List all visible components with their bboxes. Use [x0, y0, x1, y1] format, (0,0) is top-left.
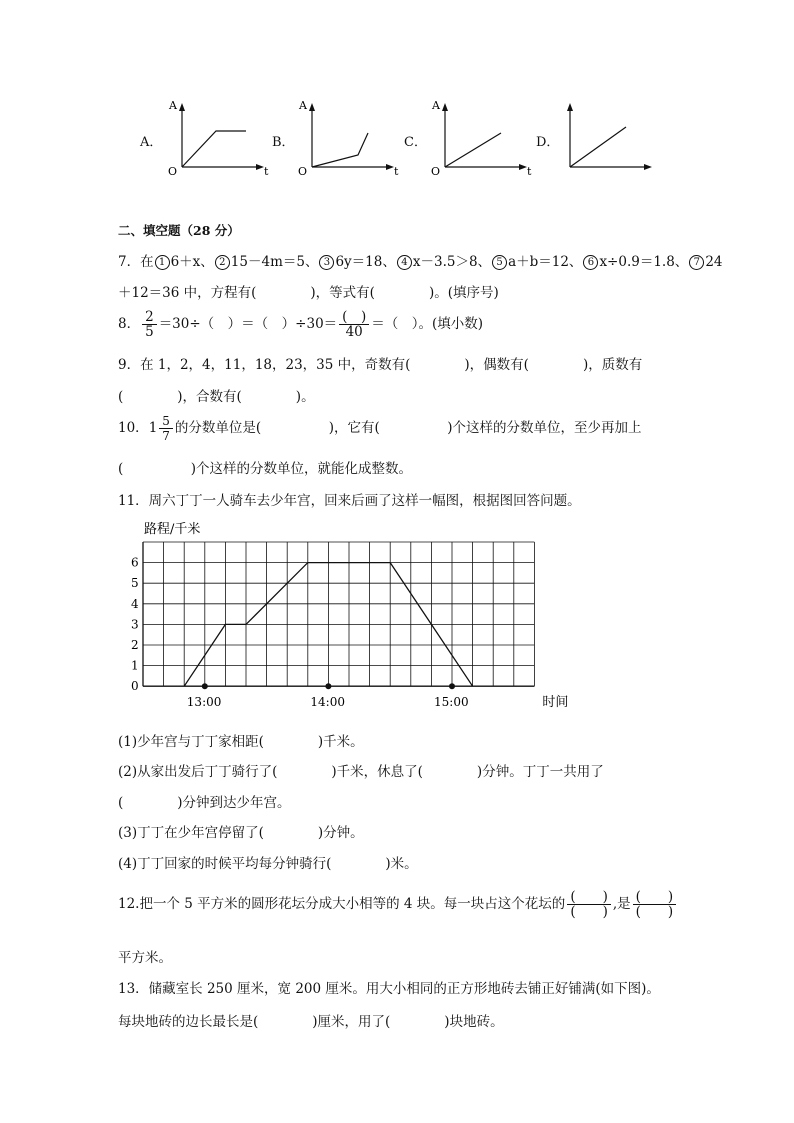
q7-t7: 24	[705, 254, 723, 270]
graph-c-ylabel: A	[432, 99, 440, 112]
q12-f2-den: ( )	[635, 904, 674, 920]
option-label-c: C．	[404, 135, 427, 150]
q12-f1-num: ( )	[567, 890, 611, 905]
q8-f1-den: 5	[145, 324, 154, 340]
q11-sub2-line1: (2)从家出发后丁丁骑行了( )千米，休息了( )分钟。丁丁一共用了	[118, 764, 604, 780]
q10-fraction	[159, 414, 173, 443]
graph-a-curve	[182, 131, 246, 167]
graph-c	[423, 95, 543, 180]
circle-number-2: 2	[215, 255, 230, 270]
q13-line2: 每块地砖的边长最长是( )厘米，用了( )块地砖。	[118, 1014, 504, 1030]
x-tick-dot	[325, 683, 331, 689]
graph-b	[290, 95, 410, 180]
graph-c-curve	[445, 133, 501, 167]
y-tick-label: 2	[131, 638, 139, 652]
circle-number-5: 5	[492, 255, 507, 270]
graph-c-xlabel: t	[527, 165, 532, 178]
q8-f2-num: ( )	[339, 310, 369, 325]
chart-xlabel: 时间	[542, 695, 569, 711]
q8-suffix: ＝（ ）。(填小数)	[371, 316, 484, 332]
distance-time-chart	[118, 515, 578, 715]
q10-mixed-number	[149, 414, 175, 443]
graph-a-ylabel: A	[169, 99, 177, 112]
q8-fraction-2	[339, 310, 369, 339]
q8-fraction-1	[142, 310, 157, 339]
chart-grid	[143, 542, 534, 686]
q7-prefix: 7．在	[118, 254, 154, 270]
y-tick-label: 3	[131, 617, 139, 632]
q10-num: 5	[159, 414, 173, 429]
q7-t4: x－3.5＞8、	[412, 254, 492, 270]
q12-fraction-2	[633, 890, 677, 919]
q7-line1	[118, 250, 723, 270]
q10-prefix: 10．	[118, 420, 149, 436]
chart-yticks	[131, 556, 139, 694]
q8-f2-den: 40	[345, 324, 363, 340]
chart-ylabel: 路程/千米	[144, 522, 201, 537]
graph-d	[548, 95, 668, 180]
q11-sub4: (4)丁丁回家的时候平均每分钟骑行( )米。	[118, 856, 418, 872]
q8-f1-num: 2	[142, 310, 157, 325]
q7-t2: 15－4m＝5、	[230, 254, 319, 270]
y-tick-label: 6	[131, 555, 139, 570]
x-tick-label: 13:00	[186, 695, 222, 710]
graph-b-origin: O	[298, 165, 308, 178]
q10-whole: 1	[148, 420, 158, 436]
y-tick-label: 5	[131, 576, 139, 591]
q8-prefix: 8．	[118, 316, 141, 332]
q12-fraction-1	[567, 890, 611, 919]
q7-t3: 6y＝18、	[335, 254, 396, 270]
q7-t1: 6＋x、	[170, 254, 214, 270]
graph-d-curve	[570, 127, 626, 167]
y-tick-label: 1	[131, 658, 139, 673]
q12-line2: 平方米。	[118, 950, 172, 966]
graph-c-origin: O	[431, 165, 441, 178]
section-title: 二、填空题（28 分）	[118, 223, 240, 238]
x-tick-dot	[202, 683, 208, 689]
q8-mid: ＝30÷（ ）＝（ ）÷30＝	[158, 316, 338, 332]
x-tick-label: 14:00	[310, 695, 345, 710]
option-label-a: A．	[140, 135, 163, 150]
circle-number-1: 1	[155, 255, 170, 270]
graph-a-origin: O	[168, 165, 178, 178]
graph-b-curve	[312, 133, 368, 167]
q10-line1	[118, 414, 642, 443]
circle-number-6: 6	[583, 255, 598, 270]
y-tick-label: 4	[131, 596, 139, 611]
q12-mid: ,是	[612, 896, 631, 912]
q10-rest: 的分数单位是( )，它有( )个这样的分数单位，至少再加上	[174, 420, 642, 436]
x-tick-dot	[449, 683, 455, 689]
x-tick-label: 15:00	[434, 695, 469, 710]
q9-line1: 9．在 1，2，4，11，18，23，35 中，奇数有( )，偶数有( )，质数有	[118, 357, 643, 373]
q9-line2: ( )，合数有( )。	[118, 389, 315, 405]
q12-line1	[118, 890, 678, 919]
circle-number-7: 7	[689, 255, 704, 270]
q8-line	[118, 310, 483, 339]
q13-line1: 13．储藏室长 250 厘米，宽 200 厘米。用大小相同的正方形地砖去铺正好铺满(如下图)。	[118, 981, 660, 997]
option-label-b: B．	[272, 135, 295, 150]
option-label-d: D．	[536, 135, 560, 150]
q12-f1-den: ( )	[570, 904, 608, 920]
graph-b-xlabel: t	[394, 165, 399, 178]
circle-number-4: 4	[397, 255, 412, 270]
q12-text: 12.把一个 5 平方米的圆形花坛分成大小相等的 4 块。每一块占这个花坛的	[118, 896, 566, 912]
q11-sub3: (3)丁丁在少年宫停留了( )分钟。	[118, 825, 364, 841]
q7-t5: a＋b＝12、	[508, 254, 583, 270]
y-tick-label: 0	[131, 679, 139, 694]
q7-t6: x÷0.9＝1.8、	[599, 254, 689, 270]
q12-f2-num: ( )	[633, 890, 677, 905]
q11-text: 11．周六丁丁一人骑车去少年宫，回来后画了这样一幅图，根据图回答问题。	[118, 493, 581, 509]
q10-line2: ( )个这样的分数单位，就能化成整数。	[118, 461, 413, 477]
q10-den: 7	[162, 429, 170, 443]
q7-line2: ＋12＝36 中，方程有( )，等式有( )。(填序号)	[118, 285, 499, 301]
q11-sub2-line2: ( )分钟到达少年宫。	[118, 795, 291, 811]
graph-b-ylabel: A	[299, 99, 307, 112]
q11-sub1: (1)少年宫与丁丁家相距( )千米。	[118, 734, 364, 750]
graph-a-xlabel: t	[264, 165, 269, 178]
circle-number-3: 3	[319, 255, 334, 270]
chart-xticks	[187, 683, 469, 709]
graph-a	[160, 95, 280, 180]
